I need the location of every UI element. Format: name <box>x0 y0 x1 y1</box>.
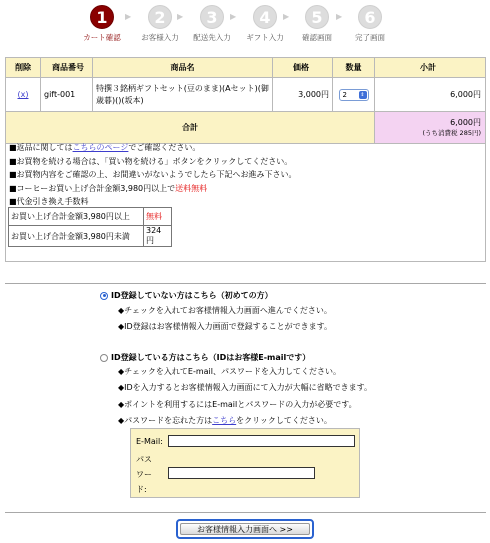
step-cart <box>72 5 132 43</box>
radio-new-customer[interactable] <box>100 292 108 300</box>
col-qty: 数量 <box>333 58 375 78</box>
step-number: 5 <box>305 5 329 29</box>
email-label: E-Mail: <box>136 437 163 446</box>
item-subtotal: 6,000円 <box>375 78 486 112</box>
step-arrow-icon: ▶ <box>177 12 184 21</box>
free-shipping-text: 送料無料 <box>175 183 208 193</box>
step-number: 1 <box>90 5 114 29</box>
step-arrow-icon: ▶ <box>336 12 343 21</box>
table-row: お買い上げ合計金額3,980円以上 無料 <box>9 208 172 226</box>
step-customer <box>130 5 190 43</box>
cart-header-row <box>6 58 486 78</box>
step-arrow-icon: ▶ <box>125 12 132 21</box>
step-complete <box>340 5 400 43</box>
item-name: 特撰３銘柄ギフトセット(豆のまま)(Aセット)(御歳暮)()(坂本) <box>93 78 273 112</box>
item-price: 3,000円 <box>273 78 333 112</box>
password-label: パス <box>136 455 152 464</box>
step-number: 6 <box>358 5 382 29</box>
updown-icon: ⇕ <box>360 91 365 98</box>
note-proceed: ■お買物内容をご確認の上、お間違いがないようでしたら下記へお進み下さい。 <box>9 170 297 179</box>
step-label: お客様入力 <box>141 33 179 42</box>
col-delete: 削除 <box>6 58 41 78</box>
col-subtotal: 小計 <box>375 58 486 78</box>
col-price: 価格 <box>273 58 333 78</box>
step-number: 3 <box>200 5 224 29</box>
login-form: E-Mail: パス ワー ド: <box>130 428 360 498</box>
email-field[interactable] <box>168 435 355 447</box>
divider <box>5 512 486 513</box>
step-delivery <box>182 5 242 43</box>
step-label: カート確認 <box>83 33 121 42</box>
col-code: 商品番号 <box>41 58 93 78</box>
cart-notes: ■返品に関してはこちらのページでご確認ください。 ■お買物を続ける場合は、「買い物を続ける」ボタンをクリックしてください。 ■お買物内容をご確認の上、お間違いがないようでしたら下記へお進み下さい。 ■コーヒーお買い上げ合計金額3,980円以上で送料無料 ■代金引き換え手数料 <box>9 141 479 209</box>
total-tax: (うち消費税 285円) <box>422 128 481 137</box>
radio-member[interactable] <box>100 354 108 362</box>
divider <box>5 283 486 284</box>
total-label: 合計 <box>6 112 375 144</box>
note-continue: ■お買物を続ける場合は、「買い物を続ける」ボタンをクリックしてください。 <box>9 156 293 166</box>
step-label: 完了画面 <box>355 33 385 42</box>
delete-link[interactable]: (x) <box>17 90 29 99</box>
step-number: 2 <box>148 5 172 29</box>
return-policy-link[interactable]: こちらのページ <box>72 143 129 152</box>
proceed-button[interactable]: お客様情報入力画面へ >> <box>176 519 314 539</box>
table-row: お買い上げ合計金額3,980円未満 324円 <box>9 226 172 247</box>
step-arrow-icon: ▶ <box>283 12 290 21</box>
cod-fee-table <box>8 207 172 247</box>
note-cod-title: ■代金引き換え手数料 <box>9 197 89 206</box>
forgot-password-link[interactable]: こちら <box>212 416 237 425</box>
quantity-select[interactable]: 2 ⇕ <box>339 89 369 101</box>
password-field[interactable] <box>168 467 315 479</box>
step-label: 確認画面 <box>302 33 332 42</box>
step-label: ギフト入力 <box>246 33 284 42</box>
checkout-steps <box>72 5 412 47</box>
cart-table <box>5 57 486 144</box>
step-label: 配送先入力 <box>193 33 231 42</box>
step-arrow-icon: ▶ <box>230 12 237 21</box>
step-confirm <box>287 5 347 43</box>
col-name: 商品名 <box>93 58 273 78</box>
step-gift <box>235 5 295 43</box>
option-member[interactable]: ID登録している方はこちら（IDはお客様E-mailです） <box>100 352 310 363</box>
table-row <box>6 78 486 112</box>
option-new-customer[interactable]: ID登録していない方はこちら（初めての方） <box>100 290 273 301</box>
step-number: 4 <box>253 5 277 29</box>
item-code: gift-001 <box>41 78 93 112</box>
total-value: 6,000円 <box>450 117 481 127</box>
